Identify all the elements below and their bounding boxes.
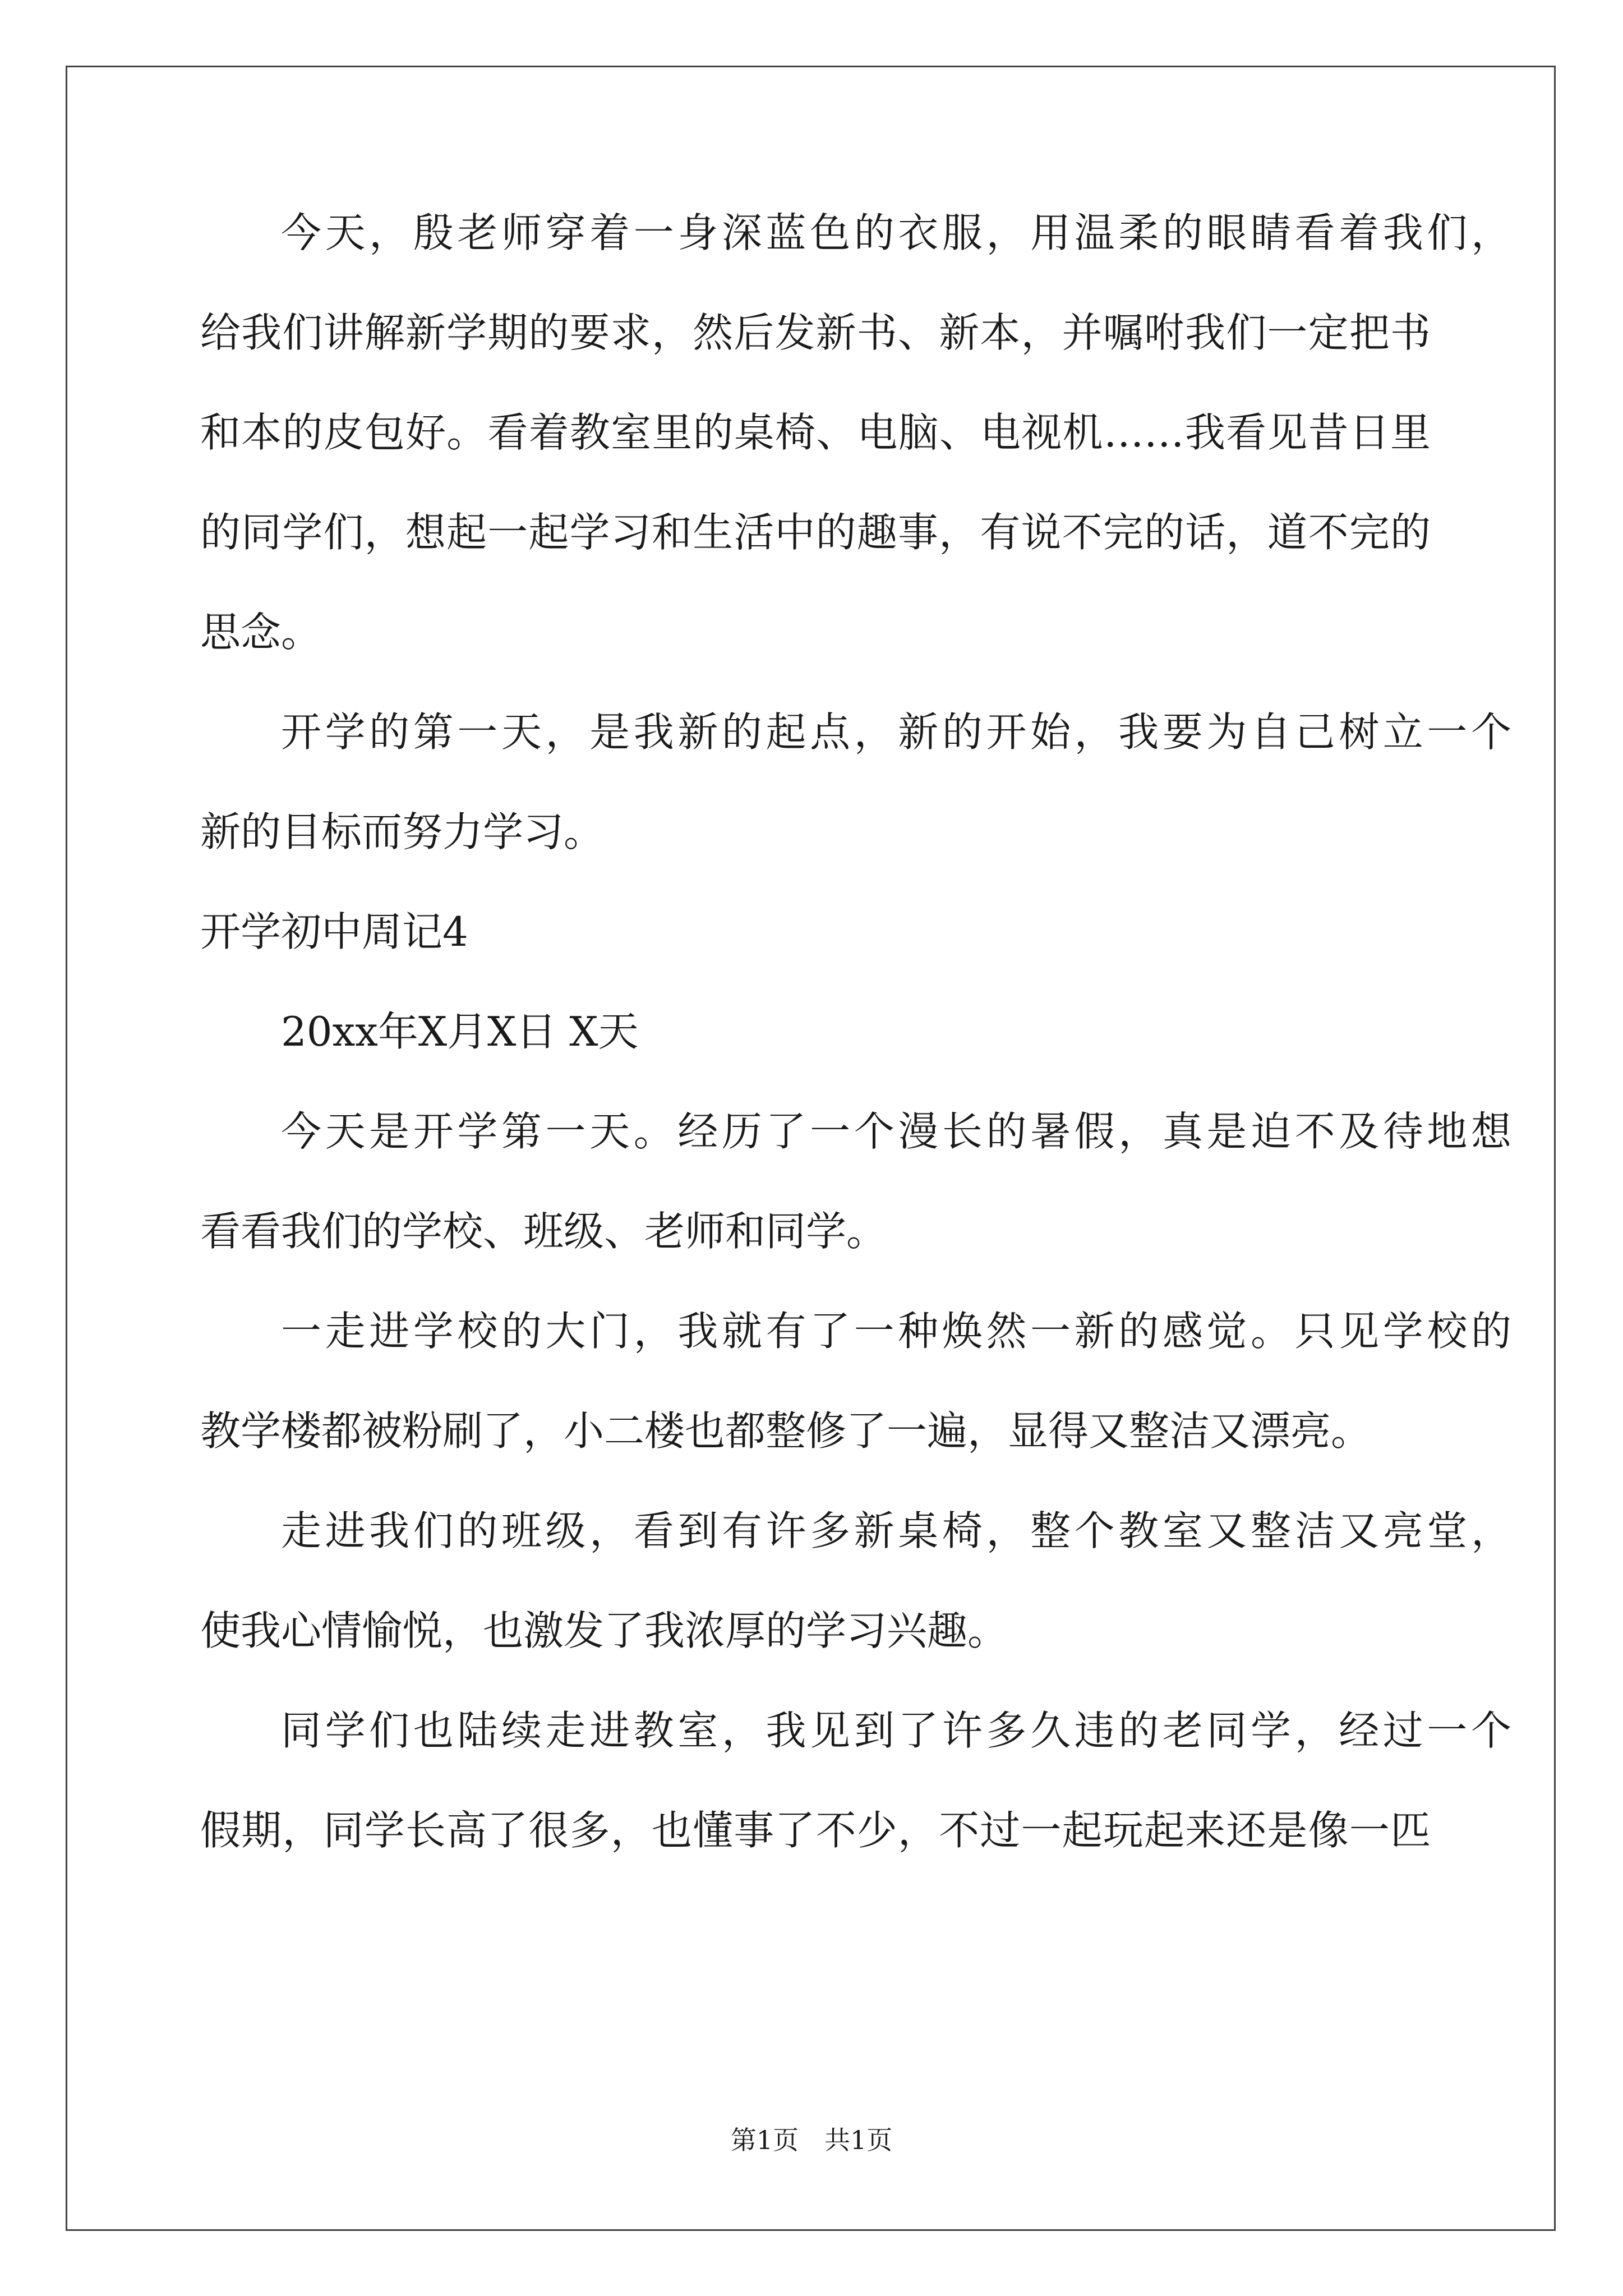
paragraph-line: 使我心情愉悦，也激发了我浓厚的学习兴趣。	[200, 1607, 1008, 1654]
section-heading: 开学初中周记4	[200, 908, 468, 955]
page-number: 第1页	[730, 2125, 799, 2155]
paragraph-line: 教学楼都被粉刷了，小二楼也都整修了一遍，显得又整洁又漂亮。	[200, 1407, 1372, 1455]
paragraph-line: 和本的皮包好。看着教室里的桌椅、电脑、电视机……我看见昔日里	[200, 409, 1431, 456]
paragraph-line: 走进我们的班级，看到有许多新桌椅，整个教室又整洁又亮堂，	[281, 1507, 1511, 1554]
paragraph-line: 看看我们的学校、班级、老师和同学。	[200, 1208, 887, 1255]
paragraph-line: 开学的第一天，是我新的起点，新的开始，我要为自己树立一个	[281, 708, 1511, 756]
page-footer	[0, 2126, 1623, 2154]
paragraph-line: 新的目标而努力学习。	[200, 808, 605, 855]
paragraph-line: 今天，殷老师穿着一身深蓝色的衣服，用温柔的眼睛看着我们，	[281, 209, 1511, 256]
paragraph-line: 同学们也陆续走进教室，我见到了许多久违的老同学，经过一个	[281, 1707, 1511, 1754]
paragraph-line: 的同学们，想起一起学习和生活中的趣事，有说不完的话，道不完的	[200, 509, 1431, 556]
date-line: 20xx年X月X日 X天	[281, 1008, 639, 1055]
paragraph-line: 给我们讲解新学期的要求，然后发新书、新本，并嘱咐我们一定把书	[200, 309, 1431, 356]
paragraph-line: 今天是开学第一天。经历了一个漫长的暑假，真是迫不及待地想	[281, 1108, 1511, 1155]
page-total: 共1页	[824, 2125, 893, 2155]
document-body	[200, 209, 1511, 1908]
paragraph-line: 思念。	[200, 609, 322, 656]
paragraph-line: 假期，同学长高了很多，也懂事了不少，不过一起玩起来还是像一匹	[200, 1807, 1431, 1854]
paragraph-line: 一走进学校的大门，我就有了一种焕然一新的感觉。只见学校的	[281, 1308, 1511, 1355]
